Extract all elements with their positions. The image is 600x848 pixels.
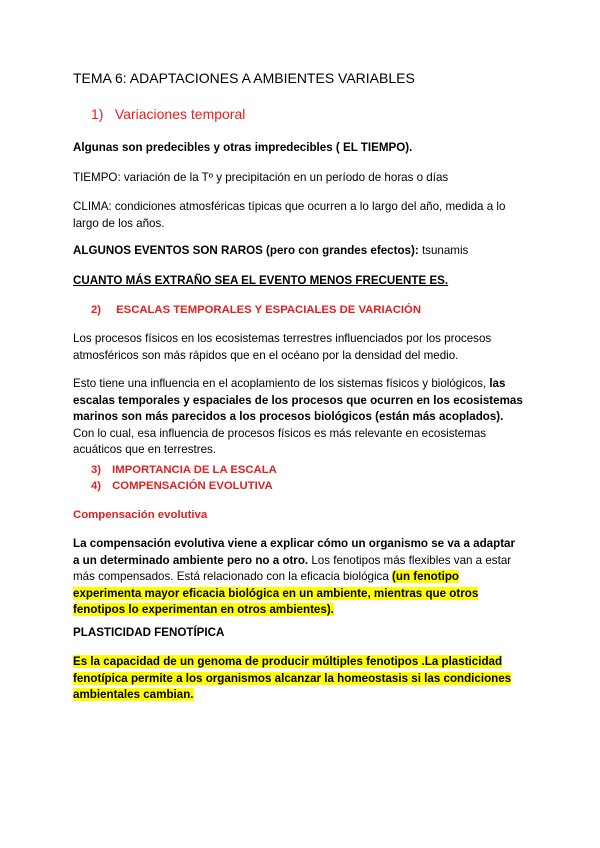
section-1-label: Variaciones temporal bbox=[114, 106, 246, 122]
paragraph-procesos: Los procesos físicos en los ecosistemas terrestres influenciados por los procesos atmosféricos son más rápidos que en el océano por la densidad del medio. bbox=[73, 332, 492, 362]
paragraph-extrano: CUANTO MÁS EXTRAÑO SEA EL EVENTO MENOS FRECUENTE ES. bbox=[73, 274, 449, 287]
compensacion-subheading: Compensación evolutiva bbox=[73, 509, 208, 521]
acoplamiento-bold: las escalas temporales y espaciales de los procesos que ocurren en los ecosistemas marinos son más parecidos a los procesos biológicos (están más acoplados). bbox=[73, 377, 523, 423]
paragraph-clima: CLIMA: condiciones atmosféricas típicas que ocurren a lo largo del año, medida a lo largo de los años. bbox=[73, 200, 506, 230]
section-4-number: 4) bbox=[91, 480, 102, 492]
section-3-label: IMPORTANCIA DE LA ESCALA bbox=[112, 464, 277, 476]
section-2-label: ESCALAS TEMPORALES Y ESPACIALES DE VARIACIÓN bbox=[116, 304, 421, 316]
section-4-label: COMPENSACIÓN EVOLUTIVA bbox=[112, 480, 273, 492]
paragraph-tiempo: TIEMPO: variación de la Tº y precipitación en un período de horas o días bbox=[73, 171, 449, 184]
acoplamiento-text-2: Con lo cual, esa influencia de procesos físicos es más relevante en ecosistemas acuáticos que en terrestres. bbox=[73, 426, 487, 456]
section-2-heading bbox=[91, 302, 541, 319]
acoplamiento-text-1: Esto tiene una influencia en el acoplamiento de los sistemas físicos y biológicos, bbox=[73, 377, 490, 390]
section-3-number: 3) bbox=[91, 464, 102, 476]
paragraph-compensacion bbox=[73, 536, 523, 619]
compensacion-highlight: (un fenotipo experimenta mayor eficacia biológica en un ambiente, mientras que otros fenotipos lo experimentan en otros ambientes). bbox=[73, 570, 479, 616]
plasticidad-highlight: Es la capacidad de un genoma de producir múltiples fenotipos .La plasticidad fenotípica permite a los organismos alcanzar la homeostasis si las condiciones ambientales cambian. bbox=[73, 655, 512, 701]
section-3-heading bbox=[91, 462, 541, 479]
paragraph-eventos-raros bbox=[73, 243, 523, 260]
plasticidad-heading: PLASTICIDAD FENOTÍPICA bbox=[73, 626, 225, 639]
eventos-raros-rest: tsunamis bbox=[418, 244, 469, 257]
paragraph-acoplamiento bbox=[73, 376, 523, 459]
section-1-number: 1) bbox=[91, 106, 104, 122]
paragraph-plasticidad bbox=[73, 654, 523, 704]
compensacion-bold: La compensación evolutiva viene a explicar cómo un organismo se va a adaptar a un determinado ambiente pero no a otro. bbox=[73, 537, 516, 567]
section-4-heading bbox=[91, 478, 541, 495]
eventos-raros-bold: ALGUNOS EVENTOS SON RAROS (pero con grandes efectos): bbox=[73, 244, 419, 257]
page-title: TEMA 6: ADAPTACIONES A AMBIENTES VARIABLES bbox=[73, 70, 415, 86]
compensacion-text: Los fenotipos más flexibles van a estar más compensados. Está relacionado con la eficacia biológica bbox=[73, 553, 512, 583]
section-1-heading bbox=[91, 106, 541, 123]
paragraph-predecibles: Algunas son predecibles y otras impredecibles ( EL TIEMPO). bbox=[73, 141, 413, 154]
section-2-number: 2) bbox=[91, 304, 102, 316]
